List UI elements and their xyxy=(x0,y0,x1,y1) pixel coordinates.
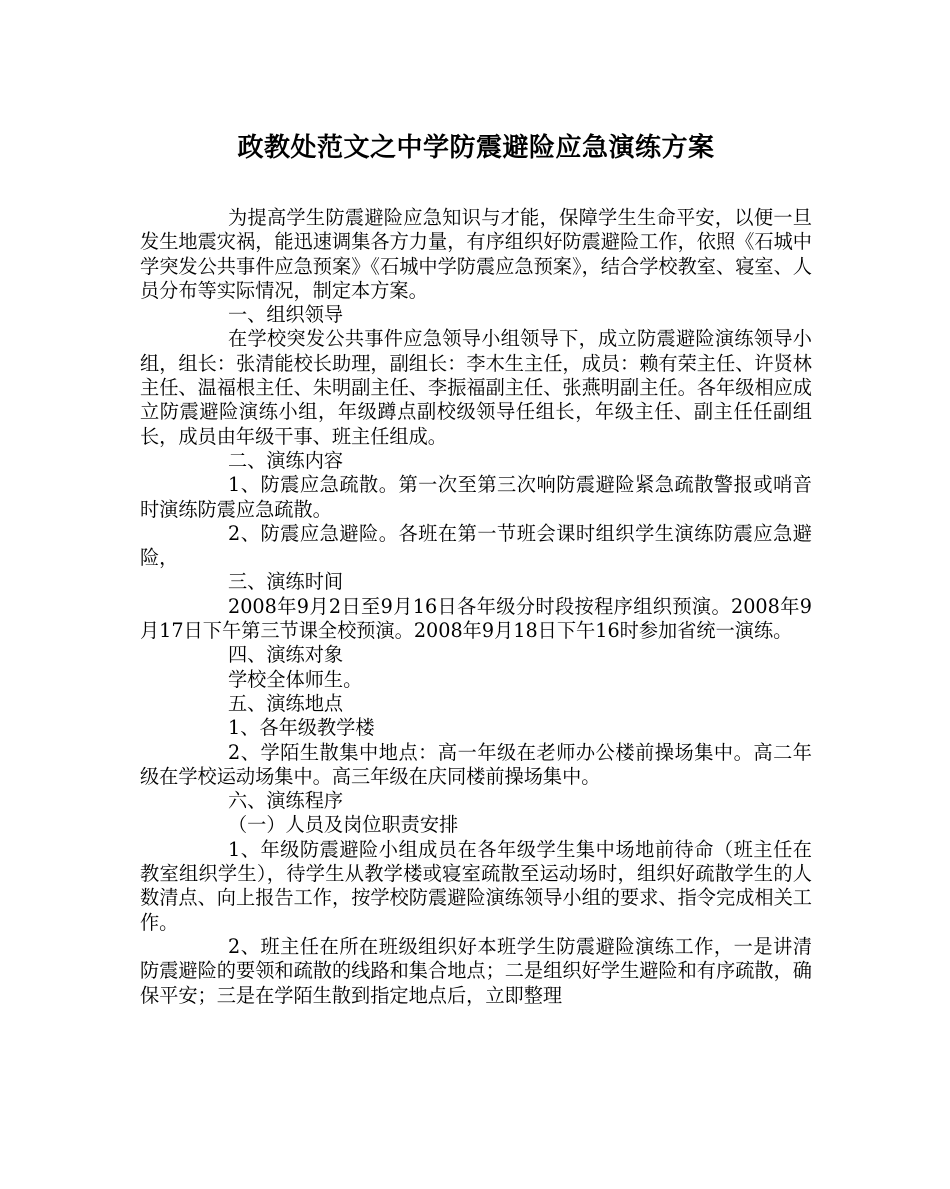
paragraph-intro: 为提高学生防震避险应急知识与才能，保障学生生命平安，以便一旦发生地震灾祸，能迅速调集各方力量，有序组织好防震避险工作，依照《石城中学突发公共事件应急预案》《石城中学防震应急预案》，结合学校教室、寝室、人员分布等实际情况，制定本方案。 xyxy=(140,206,812,302)
section-heading-6: 六、演练程序 xyxy=(228,789,344,813)
paragraph-location-1: 1、各年级教学楼 xyxy=(228,716,375,740)
paragraph-duty-1: 1、年级防震避险小组成员在各年级学生集中场地前待命（班主任在教室组织学生），待学生从教学楼或寝室疏散至运动场时，组织好疏散学生的人数清点、向上报告工作，按学校防震避险演练领导小组的要求、指令完成相关工作。 xyxy=(140,837,812,934)
paragraph-duty-2: 2、班主任在所在班级组织好本班学生防震避险演练工作，一是讲清防震避险的要领和疏散的线路和集合地点；二是组织好学生避险和有序疏散，确保平安；三是在学陌生散到指定地点后，立即整理 xyxy=(140,934,812,1007)
document-body xyxy=(140,206,812,1008)
document-page xyxy=(140,128,812,1008)
document-title: 政教处范文之中学防震避险应急演练方案 xyxy=(237,133,715,163)
paragraph-location-2: 2、学陌生散集中地点：高一年级在老师办公楼前操场集中。高二年级在学校运动场集中。高三年级在庆同楼前操场集中。 xyxy=(140,740,812,788)
section-heading-2: 二、演练内容 xyxy=(228,448,344,472)
subsection-heading-1: （一）人员及岗位职责安排 xyxy=(228,813,459,837)
paragraph-content-1: 1、防震应急疏散。第一次至第三次响防震避险紧急疏散警报或哨音时演练防震应急疏散。 xyxy=(140,473,812,521)
paragraph-target: 学校全体师生。 xyxy=(228,667,363,691)
paragraph-time: 2008年9月2日至9月16日各年级分时段按程序组织预演。2008年9月17日下午第三节课全校预演。2008年9月18日下午16时参加省统一演练。 xyxy=(140,594,812,643)
section-heading-5: 五、演练地点 xyxy=(228,691,344,715)
section-heading-4: 四、演练对象 xyxy=(228,643,344,667)
section-heading-3: 三、演练时间 xyxy=(228,570,344,594)
paragraph-organization: 在学校突发公共事件应急领导小组领导下，成立防震避险演练领导小组，组长：张清能校长助理，副组长：李木生主任，成员：赖有荣主任、许贤林主任、温福根主任、朱明副主任、李振福副主任、张燕明副主任。各年级相应成立防震避险演练小组，年级蹲点副校级领导任组长，年级主任、副主任任副组长，成员由年级干事、班主任组成。 xyxy=(140,327,812,448)
section-heading-1: 一、组织领导 xyxy=(228,303,344,327)
paragraph-content-2: 2、防震应急避险。各班在第一节班会课时组织学生演练防震应急避险， xyxy=(140,521,812,570)
